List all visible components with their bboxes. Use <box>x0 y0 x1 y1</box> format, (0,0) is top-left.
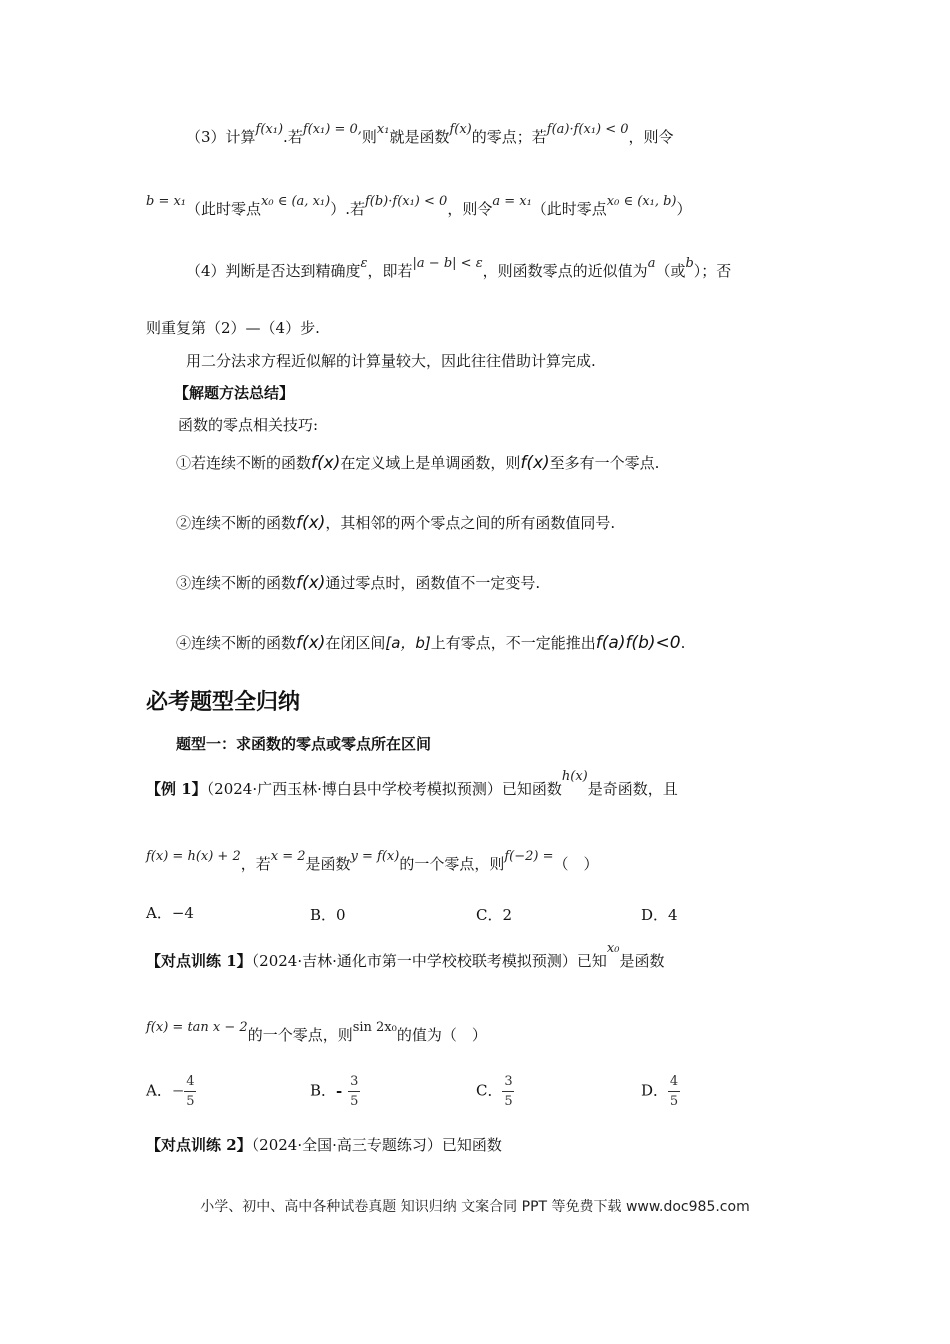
math-epsilon: ε <box>360 256 368 271</box>
summary-item-4 <box>176 632 685 654</box>
option-value: 0 <box>336 906 346 924</box>
text: （2024·吉林·通化市第一中学校校联考模拟预测）已知 <box>251 952 607 970</box>
denominator: 5 <box>350 1094 359 1109</box>
text: （4）判断是否达到精确度 <box>186 262 361 280</box>
text: ） <box>676 200 692 218</box>
example1-option-d[interactable] <box>641 904 678 925</box>
step3-line2 <box>146 194 692 222</box>
text: 是函数 <box>305 855 351 873</box>
math-x0: x₀ <box>606 941 620 956</box>
text: 则 <box>361 128 377 146</box>
math-fa-fb-lt-0: f(a)f(b)<0 <box>595 633 681 653</box>
math-b-eq-x1: b = x₁ <box>146 194 187 209</box>
text: 至多有一个零点. <box>549 454 660 472</box>
option-label: D． <box>641 906 669 924</box>
text: ②连续不断的函数 <box>176 514 297 532</box>
math-f-x: f(x) <box>311 453 341 473</box>
step4-line2 <box>146 317 320 339</box>
option-sign: − <box>171 1081 185 1100</box>
option-label: C． <box>476 906 503 924</box>
option-label: C． <box>476 1081 503 1100</box>
math-x-eq-2: x = 2 <box>270 849 306 864</box>
math-a-eq-x1: a = x₁ <box>492 194 532 209</box>
text: ③连续不断的函数 <box>176 574 297 592</box>
training1-option-c[interactable] <box>476 1074 514 1109</box>
example-label: 【例 1】 <box>146 780 207 798</box>
fraction <box>502 1074 514 1109</box>
fraction <box>184 1074 196 1109</box>
option-label: B． <box>310 1081 337 1100</box>
text: 的一个零点，则 <box>247 1026 353 1044</box>
math-f-x: f(x) <box>296 633 326 653</box>
math-x1: x₁ <box>376 122 390 137</box>
training1-line2 <box>146 1020 487 1048</box>
fraction <box>668 1074 680 1109</box>
step3-line1 <box>186 122 674 150</box>
summary-heading <box>174 382 294 404</box>
text: 上有零点，不一定能推出 <box>430 634 596 652</box>
example1-option-a[interactable] <box>146 902 194 923</box>
text: 是奇函数，且 <box>587 780 678 798</box>
training-label: 【对点训练 2】 <box>146 1136 252 1154</box>
fraction <box>348 1074 360 1109</box>
text: ，则函数零点的近似值为 <box>482 262 648 280</box>
section-title <box>146 688 300 718</box>
option-label: A． <box>146 904 172 922</box>
note-line <box>186 350 596 372</box>
text: 【解题方法总结】 <box>174 384 295 402</box>
math-x0-in-a-x1: x₀ ∈ (a, x₁) <box>261 194 331 209</box>
denominator: 5 <box>186 1094 195 1109</box>
option-label: B． <box>310 906 337 924</box>
text: 的一个零点，则 <box>399 855 505 873</box>
math-f-eq-h-plus-2: f(x) = h(x) + 2 <box>146 849 241 864</box>
math-f-x: f(x) <box>520 453 550 473</box>
example1-option-b[interactable] <box>310 904 346 925</box>
text: 就是函数 <box>389 128 450 146</box>
summary-item-2 <box>176 512 615 534</box>
numerator: 3 <box>504 1074 513 1089</box>
fraction-bar <box>348 1091 360 1092</box>
text: .若 <box>283 128 303 146</box>
text: ，若 <box>240 855 271 873</box>
text: 在闭区间 <box>325 634 386 652</box>
math-f-x1-eq-0: f(x₁) = 0, <box>302 122 362 137</box>
text: . <box>680 634 686 652</box>
text: 则重复第（2）—（4）步. <box>146 319 320 337</box>
numerator: 4 <box>186 1074 195 1089</box>
text: 题型一：求函数的零点或零点所在区间 <box>176 735 432 753</box>
text: （2024·广西玉林·博白县中学校考模拟预测）已知函数 <box>206 780 562 798</box>
numerator: 3 <box>350 1074 359 1089</box>
option-value: 4 <box>668 906 678 924</box>
training1-option-a[interactable] <box>146 1074 196 1109</box>
math-f-x1: f(x₁) <box>255 122 284 137</box>
math-fb-fx1-lt-0: f(b)·f(x₁) < 0 <box>364 194 448 209</box>
option-label: D． <box>641 1081 669 1100</box>
text: （2024·全国·高三专题练习）已知函数 <box>251 1136 502 1154</box>
math-f-x: f(x) <box>296 573 326 593</box>
summary-intro <box>178 414 318 436</box>
text: 函数的零点相关技巧: <box>178 416 319 434</box>
text: （此时零点 <box>186 200 262 218</box>
text: ④连续不断的函数 <box>176 634 297 652</box>
text: ）；否 <box>693 262 732 280</box>
math-f-neg2: f(−2) = <box>504 849 554 864</box>
denominator: 5 <box>669 1094 679 1109</box>
fraction-bar <box>184 1091 196 1092</box>
text: （3）计算 <box>186 128 256 146</box>
text: 是函数 <box>619 952 665 970</box>
text: （此时零点 <box>531 200 607 218</box>
example1-line1 <box>146 769 678 802</box>
text: ，其相邻的两个零点之间的所有函数值同号. <box>325 514 616 532</box>
option-label: A． <box>146 1081 172 1100</box>
text: ，则令 <box>628 128 674 146</box>
fraction-bar <box>668 1091 680 1092</box>
text: ，即若 <box>367 262 413 280</box>
text: 必考题型全归纳 <box>146 690 301 715</box>
step4-line1 <box>186 256 732 284</box>
math-product-lt-0: f(a)·f(x₁) < 0 <box>546 122 629 137</box>
text: 的零点；若 <box>471 128 547 146</box>
math-interval-a-b: [a，b] <box>385 634 431 652</box>
text: ，则令 <box>447 200 493 218</box>
math-b: b <box>685 256 694 271</box>
text: （ ） <box>553 855 599 873</box>
training1-line1 <box>146 941 665 974</box>
summary-item-3 <box>176 572 540 594</box>
training-label: 【对点训练 1】 <box>146 952 252 970</box>
fraction-bar <box>502 1091 514 1092</box>
math-sin-2x0: sin 2x₀ <box>352 1020 397 1035</box>
text: 在定义域上是单调函数，则 <box>340 454 521 472</box>
text: ①若连续不断的函数 <box>176 454 312 472</box>
text: 的值为（ ） <box>396 1026 487 1044</box>
math-x0-in-x1-b: x₀ ∈ (x₁, b) <box>606 194 677 209</box>
summary-item-1 <box>176 452 659 474</box>
training1-option-d[interactable] <box>641 1074 680 1109</box>
training1-option-b[interactable] <box>310 1074 360 1109</box>
training2-line <box>146 1134 502 1156</box>
text: 通过零点时，函数值不一定变号. <box>325 574 541 592</box>
math-a: a <box>647 256 656 271</box>
math-abs-a-b-lt-eps: |a − b| < ε <box>412 256 483 271</box>
text: 用二分法求方程近似解的计算量较大，因此往往借助计算完成. <box>186 352 596 370</box>
denominator: 5 <box>504 1094 513 1109</box>
numerator: 4 <box>669 1074 679 1089</box>
type1-heading <box>176 733 431 755</box>
option-value: −4 <box>171 904 194 922</box>
math-h-x: h(x) <box>561 769 588 784</box>
text: ）.若 <box>330 200 365 218</box>
option-value: 2 <box>502 906 513 924</box>
math-f-eq-tan-x-minus-2: f(x) = tan x − 2 <box>146 1020 248 1035</box>
text: （或 <box>655 262 686 280</box>
example1-option-c[interactable] <box>476 904 512 925</box>
math-f-x: f(x) <box>449 122 472 137</box>
footer-text: 小学、初中、高中各种试卷真题 知识归纳 文案合同 PPT 等免费下载 www.doc985.com <box>200 1199 750 1215</box>
example1-line2 <box>146 849 599 877</box>
math-f-x: f(x) <box>296 513 326 533</box>
option-sign: - <box>336 1081 343 1100</box>
math-y-eq-f-x: y = f(x) <box>350 849 400 864</box>
